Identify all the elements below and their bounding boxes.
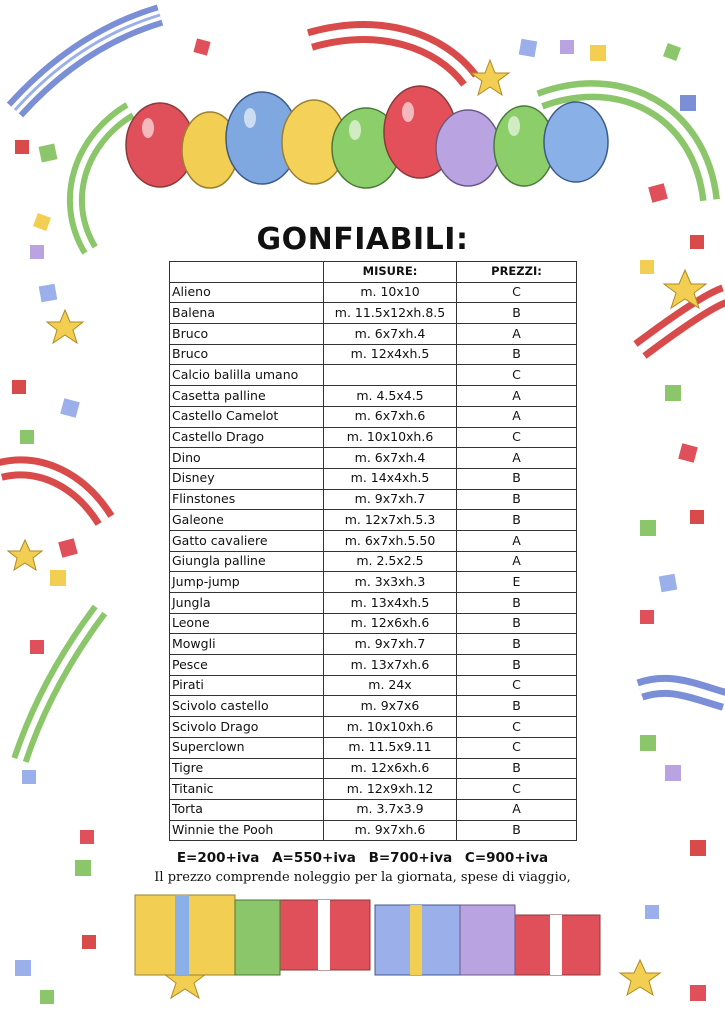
table-row <box>170 593 577 614</box>
header-size: MISURE: <box>324 262 457 283</box>
header-name <box>170 262 324 283</box>
cell-name: Bruco <box>170 344 324 365</box>
ribbon-left-red <box>0 467 105 520</box>
cell-size: m. 24x <box>324 675 457 696</box>
cell-size: m. 3x3xh.3 <box>324 572 457 593</box>
cell-name: Tigre <box>170 758 324 779</box>
cell-price: B <box>457 510 577 531</box>
cell-price: A <box>457 406 577 427</box>
cell-name: Winnie the Pooh <box>170 820 324 841</box>
cell-size: m. 6x7xh.4 <box>324 324 457 345</box>
cell-price: C <box>457 427 577 448</box>
cell-name: Castello Drago <box>170 427 324 448</box>
ribbon-left-green <box>20 610 100 760</box>
table-row <box>170 448 577 469</box>
cell-price: A <box>457 551 577 572</box>
cell-name: Giungla palline <box>170 551 324 572</box>
cell-price: C <box>457 737 577 758</box>
table-row <box>170 344 577 365</box>
cell-name: Scivolo Drago <box>170 717 324 738</box>
cell-name: Superclown <box>170 737 324 758</box>
table-row <box>170 282 577 303</box>
table-row <box>170 324 577 345</box>
cell-name: Torta <box>170 799 324 820</box>
cell-size: m. 2.5x2.5 <box>324 551 457 572</box>
legend-e: E=200+iva <box>176 850 260 866</box>
cell-name: Pirati <box>170 675 324 696</box>
cell-size: m. 11.5x12xh.8.5 <box>324 303 457 324</box>
table-row <box>170 468 577 489</box>
cell-size: m. 12x4xh.5 <box>324 344 457 365</box>
table-row <box>170 634 577 655</box>
cell-price: C <box>457 282 577 303</box>
cell-size: m. 10x10xh.6 <box>324 427 457 448</box>
cell-size: m. 12x6xh.6 <box>324 613 457 634</box>
cell-price: A <box>457 799 577 820</box>
page-title: GONFIABILI: <box>256 222 469 257</box>
cell-price: C <box>457 365 577 386</box>
cell-size <box>324 365 457 386</box>
cell-price: B <box>457 696 577 717</box>
legend-a: A=550+iva <box>272 850 356 866</box>
ribbon-right-red <box>640 295 725 350</box>
table-row <box>170 717 577 738</box>
table-row <box>170 572 577 593</box>
cell-name: Jump-jump <box>170 572 324 593</box>
cell-size: m. 6x7xh.5.50 <box>324 530 457 551</box>
cell-name: Alieno <box>170 282 324 303</box>
cell-size: m. 4.5x4.5 <box>324 386 457 407</box>
cell-size: m. 9x7xh.7 <box>324 489 457 510</box>
table-row <box>170 489 577 510</box>
table-row <box>170 365 577 386</box>
cell-size: m. 13x7xh.6 <box>324 655 457 676</box>
table-row <box>170 758 577 779</box>
cell-name: Flinstones <box>170 489 324 510</box>
cell-name: Leone <box>170 613 324 634</box>
cell-name: Jungla <box>170 593 324 614</box>
cell-size: m. 6x7xh.4 <box>324 448 457 469</box>
gift-boxes <box>135 895 600 975</box>
cell-price: C <box>457 675 577 696</box>
table-row <box>170 675 577 696</box>
cell-size: m. 9x7xh.7 <box>324 634 457 655</box>
cell-size: m. 11.5x9.11 <box>324 737 457 758</box>
cell-name: Castello Camelot <box>170 406 324 427</box>
cell-name: Gatto cavaliere <box>170 530 324 551</box>
cell-price: B <box>457 634 577 655</box>
ribbon-right-blue <box>640 686 725 700</box>
ribbon-top-center <box>310 32 470 80</box>
price-legend <box>0 850 725 866</box>
cell-size: m. 12x7xh.5.3 <box>324 510 457 531</box>
cell-size: m. 10x10xh.6 <box>324 717 457 738</box>
cell-price: B <box>457 468 577 489</box>
cell-name: Casetta palline <box>170 386 324 407</box>
cell-price: A <box>457 386 577 407</box>
price-note: Il prezzo comprende noleggio per la giornata, spese di viaggio, <box>154 870 571 885</box>
cell-size: m. 14x4xh.5 <box>324 468 457 489</box>
cell-price: A <box>457 448 577 469</box>
table-row <box>170 820 577 841</box>
table-row <box>170 655 577 676</box>
cell-size: m. 10x10 <box>324 282 457 303</box>
table-row <box>170 696 577 717</box>
ribbon-top-left <box>15 15 160 110</box>
cell-size: m. 9x7x6 <box>324 696 457 717</box>
cell-name: Scivolo castello <box>170 696 324 717</box>
cell-size: m. 12x6xh.6 <box>324 758 457 779</box>
cell-size: m. 9x7xh.6 <box>324 820 457 841</box>
cell-price: A <box>457 530 577 551</box>
table-row <box>170 386 577 407</box>
cell-price: B <box>457 593 577 614</box>
table-row <box>170 530 577 551</box>
legend-b: B=700+iva <box>368 850 453 866</box>
cell-price: B <box>457 344 577 365</box>
cell-name: Pesce <box>170 655 324 676</box>
cell-price: B <box>457 303 577 324</box>
cell-size: m. 6x7xh.6 <box>324 406 457 427</box>
cell-name: Calcio balilla umano <box>170 365 324 386</box>
cell-size: m. 3.7x3.9 <box>324 799 457 820</box>
cell-name: Bruco <box>170 324 324 345</box>
balloons <box>126 86 608 188</box>
cell-name: Galeone <box>170 510 324 531</box>
table-row <box>170 737 577 758</box>
cell-price: E <box>457 572 577 593</box>
cell-name: Disney <box>170 468 324 489</box>
table-row <box>170 799 577 820</box>
cell-name: Balena <box>170 303 324 324</box>
cell-price: B <box>457 655 577 676</box>
table-row <box>170 779 577 800</box>
table-row <box>170 406 577 427</box>
cell-price: B <box>457 613 577 634</box>
cell-price: B <box>457 758 577 779</box>
legend-c: C=900+iva <box>464 850 549 866</box>
table-header-row <box>170 262 577 283</box>
cell-price: B <box>457 489 577 510</box>
cell-size: m. 12x9xh.12 <box>324 779 457 800</box>
cell-name: Dino <box>170 448 324 469</box>
cell-size: m. 13x4xh.5 <box>324 593 457 614</box>
table-row <box>170 303 577 324</box>
table-row <box>170 613 577 634</box>
cell-price: B <box>457 820 577 841</box>
cell-price: C <box>457 717 577 738</box>
table-row <box>170 427 577 448</box>
cell-name: Mowgli <box>170 634 324 655</box>
header-price: PREZZI: <box>457 262 577 283</box>
price-table <box>169 261 577 841</box>
cell-price: A <box>457 324 577 345</box>
table-row <box>170 551 577 572</box>
cell-name: Titanic <box>170 779 324 800</box>
table-row <box>170 510 577 531</box>
cell-price: C <box>457 779 577 800</box>
